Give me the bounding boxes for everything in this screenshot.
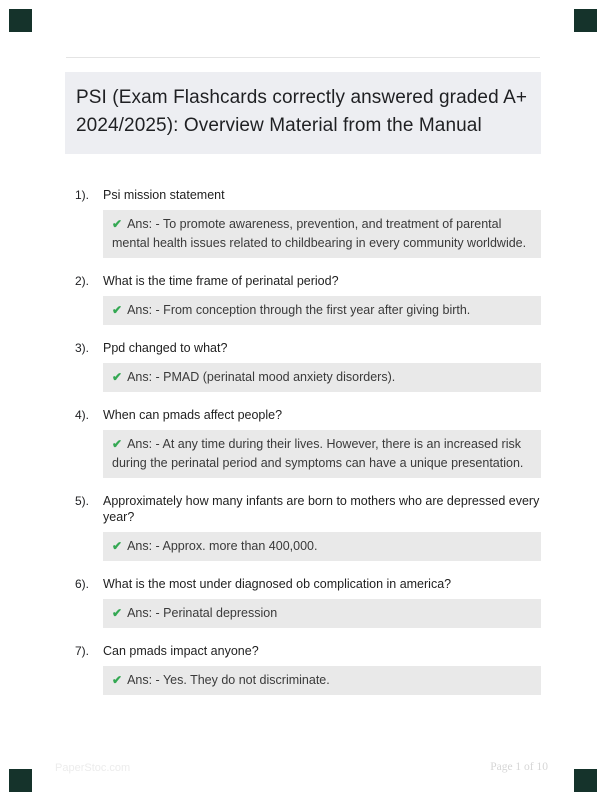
check-icon: ✔ [112,606,123,620]
question-row [75,407,541,423]
answer-box [103,430,541,478]
question-number: 5). [75,494,90,508]
corner-mark-top-right [574,9,597,32]
check-icon: ✔ [112,217,123,231]
answer-text: Ans: - Perinatal depression [127,606,278,620]
question-row [75,340,541,356]
answer-text: Ans: - To promote awareness, prevention, and treatment of parental mental health issues related to childbearing in every community worldwide. [112,217,527,250]
question-row [75,643,541,659]
question-text: Can pmads impact anyone? [103,644,259,658]
question-text: What is the time frame of perinatal period? [103,274,339,288]
question-text: What is the most under diagnosed ob complication in america? [103,577,452,591]
check-icon: ✔ [112,437,123,451]
header-divider [66,57,540,58]
question-text: Psi mission statement [103,188,225,202]
answer-text: Ans: - Yes. They do not discriminate. [127,673,330,687]
question-number: 1). [75,188,90,202]
page-indicator: Page 1 of 10 [490,761,548,773]
question-row [75,493,541,525]
question-row [75,187,541,203]
corner-mark-bottom-left [9,769,32,792]
document-title: PSI (Exam Flashcards correctly answered graded A+ 2024/2025): Overview Material from the Manual [65,72,541,154]
flashcard-item [75,407,541,478]
answer-box [103,599,541,628]
answer-text: Ans: - At any time during their lives. However, there is an increased risk during the perinatal period and symptoms can have a unique presentation. [112,437,524,470]
flashcard-item [75,493,541,561]
answer-text: Ans: - From conception through the first year after giving birth. [127,303,471,317]
check-icon: ✔ [112,370,123,384]
question-number: 7). [75,644,90,658]
question-row [75,273,541,289]
answer-box [103,210,541,258]
flashcard-item [75,340,541,392]
question-text: When can pmads affect people? [103,408,283,422]
flashcard-item [75,576,541,628]
answer-box [103,532,541,561]
flashcard-item [75,643,541,695]
check-icon: ✔ [112,673,123,687]
flashcard-item [75,187,541,258]
answer-box [103,296,541,325]
answer-text: Ans: - PMAD (perinatal mood anxiety disorders). [127,370,396,384]
question-number: 2). [75,274,90,288]
corner-mark-bottom-right [574,769,597,792]
answer-box [103,363,541,392]
check-icon: ✔ [112,539,123,553]
watermark-text: PaperStoc.com [55,762,131,774]
question-number: 6). [75,577,90,591]
question-number: 3). [75,341,90,355]
question-text: Ppd changed to what? [103,341,228,355]
answer-text: Ans: - Approx. more than 400,000. [127,539,318,553]
question-text: Approximately how many infants are born to mothers who are depressed every year? [103,494,540,524]
question-number: 4). [75,408,90,422]
corner-mark-top-left [9,9,32,32]
question-row [75,576,541,592]
flashcard-list [75,187,541,710]
check-icon: ✔ [112,303,123,317]
answer-box [103,666,541,695]
flashcard-item [75,273,541,325]
